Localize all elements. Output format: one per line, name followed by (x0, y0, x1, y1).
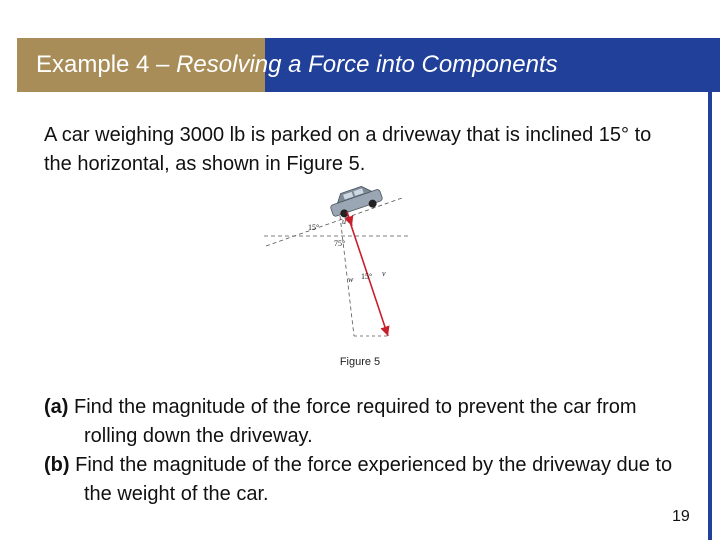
title-plain: Example 4 – (36, 51, 177, 78)
label-u: u (342, 217, 346, 226)
question-b-label: (b) (44, 454, 70, 476)
title-italic: Resolving a Force into Components (176, 51, 558, 78)
question-b-text: Find the magnitude of the force experienced by the driveway due to the weight of the car. (75, 454, 673, 505)
title-bar (17, 38, 720, 92)
right-rule (708, 92, 712, 540)
label-v: v (382, 269, 386, 278)
label-w: w (348, 275, 354, 284)
question-a-text: Find the magnitude of the force required to prevent the car from rolling down the driveway. (74, 396, 637, 447)
intro-text: A car weighing 3000 lb is parked on a driveway that is inclined 15° to the horizontal, as shown in Figure 5. (44, 124, 652, 175)
page-number: 19 (672, 508, 690, 525)
force-diagram (262, 186, 412, 346)
question-a-label: (a) (44, 396, 69, 418)
slide-title (36, 38, 558, 92)
car-icon (327, 186, 384, 221)
figure-caption: Figure 5 (339, 356, 381, 368)
questions (44, 393, 684, 509)
label-angle-left: 15° (308, 223, 320, 232)
label-angle-75: 75° (334, 239, 346, 248)
question-b (44, 451, 684, 509)
question-a (44, 393, 684, 451)
label-angle-15: 15° (361, 272, 373, 281)
